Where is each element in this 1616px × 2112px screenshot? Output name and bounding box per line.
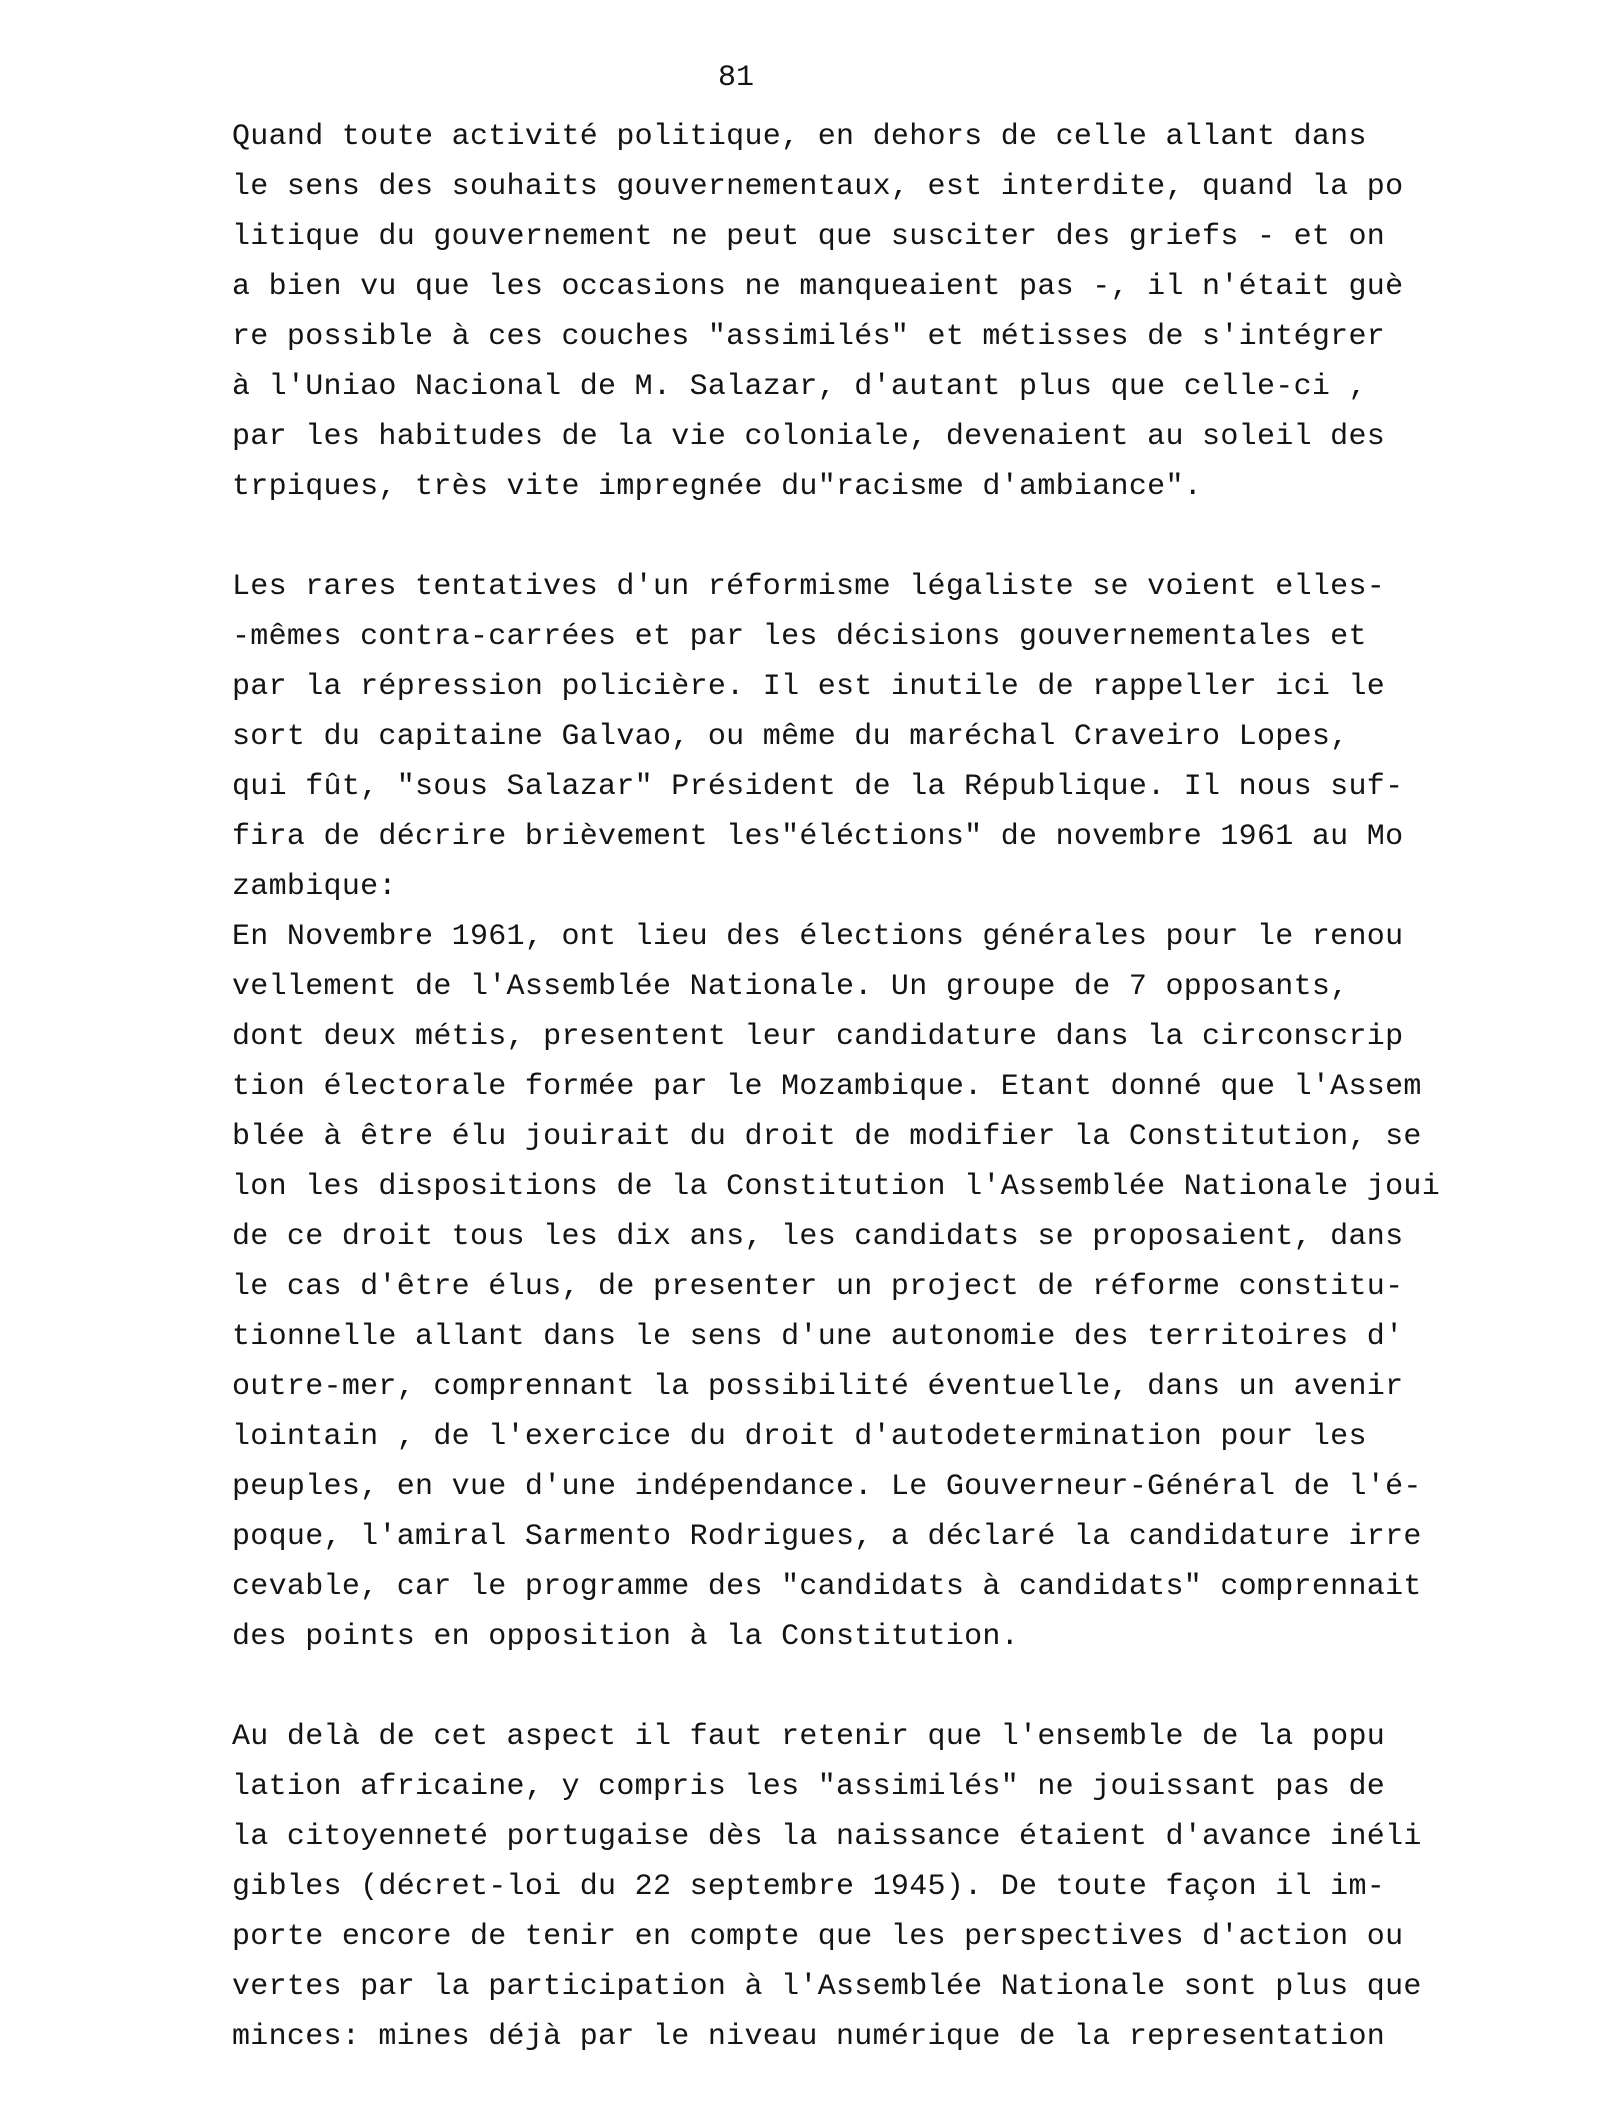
text-line: cevable, car le programme des "candidats à candidats" comprennait xyxy=(232,1570,1422,1604)
text-line: fira de décrire brièvement les"éléctions" de novembre 1961 au Mo xyxy=(232,820,1404,854)
text-line: gibles (décret-loi du 22 septembre 1945). De toute façon il im- xyxy=(232,1870,1386,1904)
text-line: blée à être élu jouirait du droit de modifier la Constitution, se xyxy=(232,1120,1422,1154)
text-line: dont deux métis, presentent leur candidature dans la circonscrip xyxy=(232,1020,1404,1054)
text-line: lon les dispositions de la Constitution l'Assemblée Nationale joui xyxy=(232,1170,1440,1204)
paragraph-3 xyxy=(232,1712,1572,2062)
text-line: minces: mines déjà par le niveau numérique de la representation xyxy=(232,2020,1386,2054)
page-number: 81 xyxy=(718,61,755,95)
text-line: la citoyenneté portugaise dès la naissance étaient d'avance inéli xyxy=(232,1820,1422,1854)
text-line: vertes par la participation à l'Assemblée Nationale sont plus que xyxy=(232,1970,1422,2004)
text-line: litique du gouvernement ne peut que susciter des griefs - et on xyxy=(232,220,1386,254)
text-line: poque, l'amiral Sarmento Rodrigues, a déclaré la candidature irre xyxy=(232,1520,1422,1554)
text-line: par les habitudes de la vie coloniale, devenaient au soleil des xyxy=(232,420,1386,454)
text-line: tionnelle allant dans le sens d'une autonomie des territoires d' xyxy=(232,1320,1404,1354)
text-line: le cas d'être élus, de presenter un project de réforme constitu- xyxy=(232,1270,1404,1304)
text-line: des points en opposition à la Constitution. xyxy=(232,1620,1020,1654)
text-line: par la répression policière. Il est inutile de rappeller ici le xyxy=(232,670,1386,704)
body-text xyxy=(232,112,1572,2062)
text-line: peuples, en vue d'une indépendance. Le Gouverneur-Général de l'é- xyxy=(232,1470,1422,1504)
paragraph-1 xyxy=(232,112,1572,512)
text-line: Quand toute activité politique, en dehors de celle allant dans xyxy=(232,120,1367,154)
text-line: qui fût, "sous Salazar" Président de la République. Il nous suf- xyxy=(232,770,1404,804)
text-line: re possible à ces couches "assimilés" et métisses de s'intégrer xyxy=(232,320,1386,354)
text-line: Au delà de cet aspect il faut retenir que l'ensemble de la popu xyxy=(232,1720,1386,1754)
text-line: à l'Uniao Nacional de M. Salazar, d'autant plus que celle-ci , xyxy=(232,370,1367,404)
text-line: porte encore de tenir en compte que les perspectives d'action ou xyxy=(232,1920,1404,1954)
text-line: Les rares tentatives d'un réformisme légaliste se voient elles- xyxy=(232,570,1386,604)
text-line: zambique: xyxy=(232,870,397,904)
paragraph-spacer xyxy=(232,512,1572,562)
text-line: trpiques, très vite impregnée du"racisme d'ambiance". xyxy=(232,470,1203,504)
text-line: lointain , de l'exercice du droit d'autodetermination pour les xyxy=(232,1420,1367,1454)
text-line: En Novembre 1961, ont lieu des élections générales pour le renou xyxy=(232,920,1404,954)
text-line: outre-mer, comprennant la possibilité éventuelle, dans un avenir xyxy=(232,1370,1404,1404)
paragraph-2 xyxy=(232,562,1572,1662)
text-line: le sens des souhaits gouvernementaux, est interdite, quand la po xyxy=(232,170,1404,204)
text-line: vellement de l'Assemblée Nationale. Un groupe de 7 opposants, xyxy=(232,970,1349,1004)
text-line: lation africaine, y compris les "assimilés" ne jouissant pas de xyxy=(232,1770,1386,1804)
text-line: -mêmes contra-carrées et par les décisions gouvernementales et xyxy=(232,620,1367,654)
paragraph-spacer xyxy=(232,1662,1572,1712)
text-line: a bien vu que les occasions ne manqueaient pas -, il n'était guè xyxy=(232,270,1404,304)
text-line: sort du capitaine Galvao, ou même du maréchal Craveiro Lopes, xyxy=(232,720,1349,754)
text-line: tion électorale formée par le Mozambique. Etant donné que l'Assem xyxy=(232,1070,1422,1104)
text-line: de ce droit tous les dix ans, les candidats se proposaient, dans xyxy=(232,1220,1404,1254)
